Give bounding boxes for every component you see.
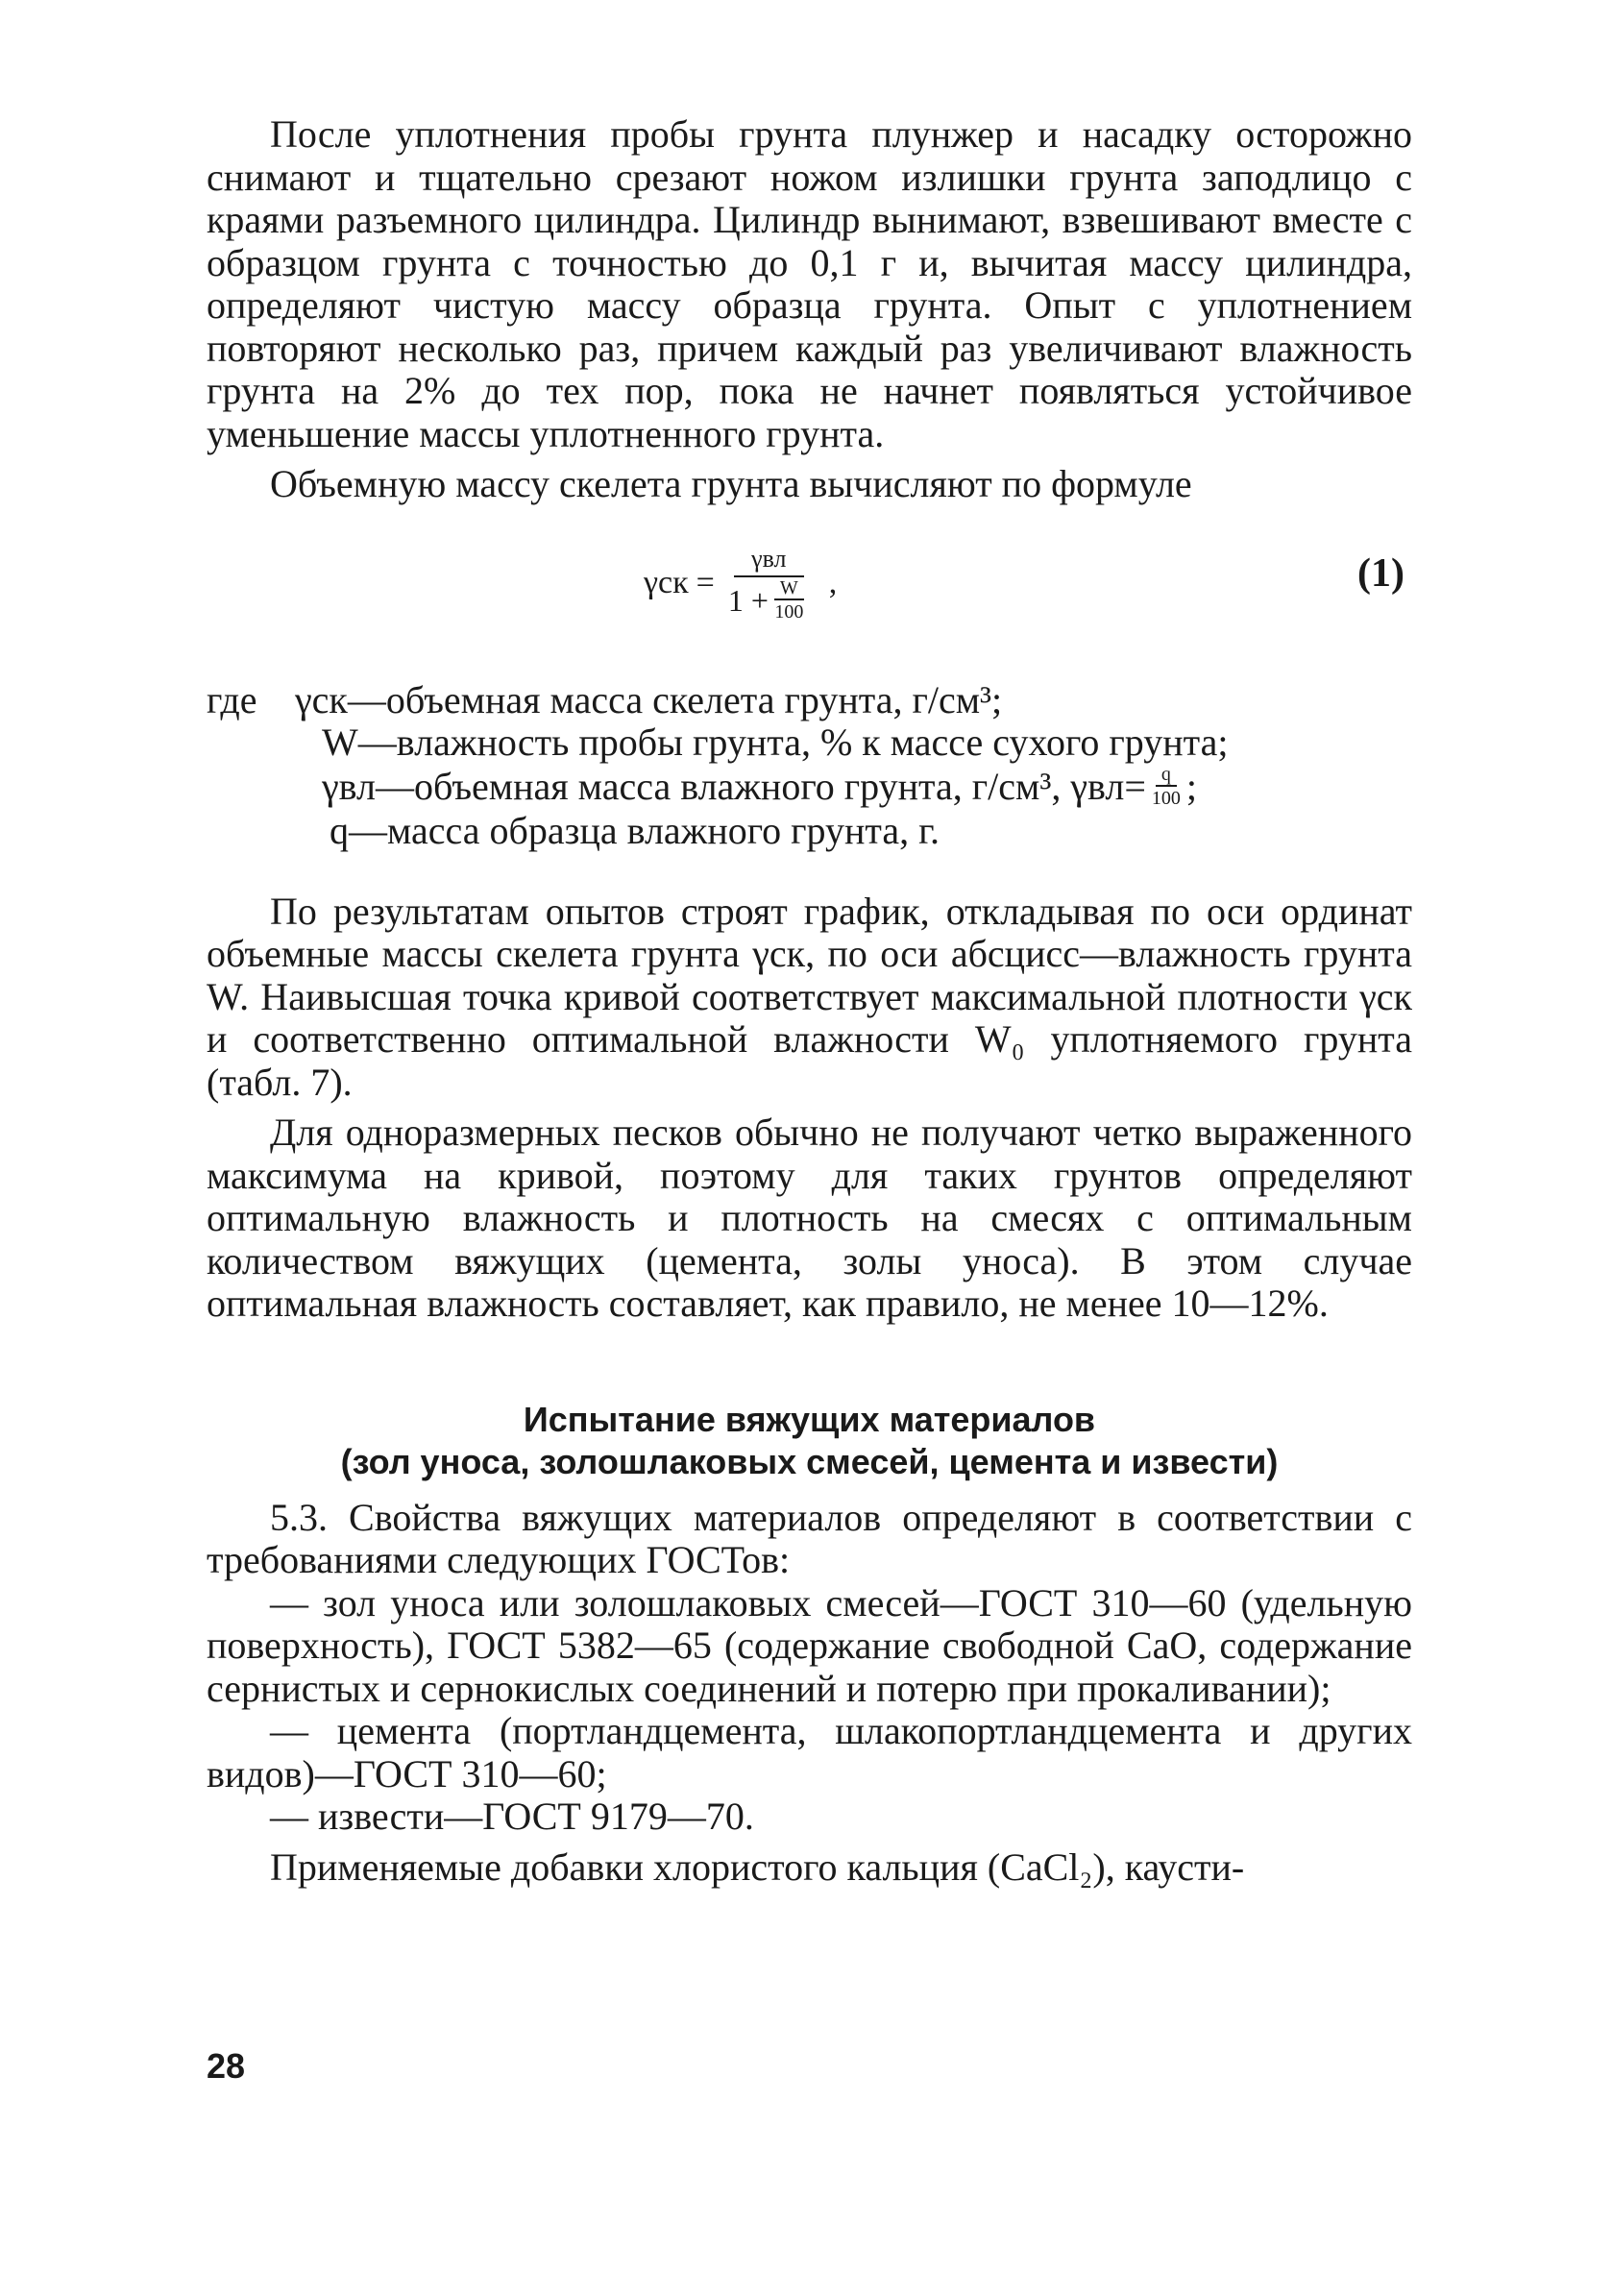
definition-where: где [207, 677, 257, 721]
definition-row [207, 810, 1412, 852]
definition-gamma-vl-den: 100 [1151, 787, 1181, 809]
definition-gamma-vl: γвл—объемная масса влажного грунта, г/см³, γвл= [322, 764, 1146, 808]
equation-number: (1) [1357, 550, 1404, 596]
definition-row [207, 721, 1412, 764]
paragraph: Для одноразмерных песков обычно не получают четко выраженного максимума на кривой, поэтому для таких грунтов определяют оптимальную влажность и плотность на смесях с оптимальным количеством вяжущих (цемента, золы уноса). В этом случае оптимальная влажность составляет, как правило, не менее 10—12%. [207, 1111, 1412, 1325]
paragraph: Применяемые добавки хлористого кальция (CaCl₂), каусти- [270, 1844, 1245, 1889]
section-heading [207, 1399, 1412, 1483]
list-item: — извести—ГОСТ 9179—70. [270, 1795, 754, 1838]
formula-inner-numerator: W [774, 577, 804, 600]
formula-inner-fraction [774, 577, 804, 623]
definition-row [207, 679, 1412, 721]
definition-q: q—масса образца влажного грунта, г. [330, 808, 940, 852]
page-number: 28 [207, 2046, 246, 2086]
formula-block [207, 516, 1412, 679]
formula-denominator [728, 577, 810, 623]
definition-w: W—влажность пробы грунта, % к массе сухого грунта; [322, 720, 1229, 764]
definitions [207, 679, 1412, 852]
formula-comma: , [828, 564, 838, 600]
formula-numerator: γвл [734, 543, 803, 577]
section-heading-line: (зол уноса, золошлаковых смесей, цемента и извести) [340, 1441, 1279, 1481]
formula-lhs: γск [644, 564, 689, 600]
document-page [207, 113, 1412, 1889]
list-item: — цемента (портландцемента, шлакопортландцемента и других видов)—ГОСТ 310—60; [207, 1709, 1412, 1795]
definition-gamma-vl-fraction [1152, 764, 1181, 810]
formula-denominator-one: 1 + [727, 582, 769, 618]
formula-inner-denominator: 100 [774, 600, 804, 623]
formula [644, 543, 837, 623]
paragraph: Объемную массу скелета грунта вычисляют по формуле [270, 462, 1192, 505]
section-heading-line: Испытание вяжущих материалов [523, 1399, 1096, 1439]
paragraph: 5.3. Свойства вяжущих материалов определяют в соответствии с требованиями следующих ГОСТов: [207, 1495, 1412, 1581]
paragraph: По результатам опытов строят график, откладывая по оси ординат объемные массы скелета грунта γск, по оси абсцисс—влажность грунта W. Наивысшая точка кривой соответствует максимальной плотности γск и соответственно оптимальной влажности W₀ уплотняемого грунта (табл. 7). [207, 889, 1412, 1104]
definition-gamma-vl-end: ; [1185, 764, 1197, 808]
formula-fraction [728, 543, 810, 623]
definition-row [207, 764, 1412, 810]
paragraph: После уплотнения пробы грунта плунжер и насадку осторожно снимают и тщательно срезают ножом излишки грунта заподлицо с краями разъемного цилиндра. Цилиндр вынимают, взвешивают вместе с образцом грунта с точностью до 0,1 г и, вычитая массу цилиндра, определяют чистую массу образца грунта. Опыт с уплотнением повторяют несколько раз, причем каждый раз увеличивают влажность грунта на 2% до тех пор, пока не начнет появляться устойчивое уменьшение массы уплотненного грунта. [207, 112, 1412, 455]
definition-gamma-sk: γск—объемная масса скелета грунта, г/см³; [295, 677, 1003, 721]
formula-equals: = [696, 564, 715, 600]
definition-gamma-vl-num: q [1156, 764, 1177, 787]
list-item: — зол уноса или золошлаковых смесей—ГОСТ 310—60 (удельную поверхность), ГОСТ 5382—65 (содержание свободной СаО, содержание сернистых и сернокислых соединений и потерю при прокаливании); [207, 1580, 1412, 1710]
